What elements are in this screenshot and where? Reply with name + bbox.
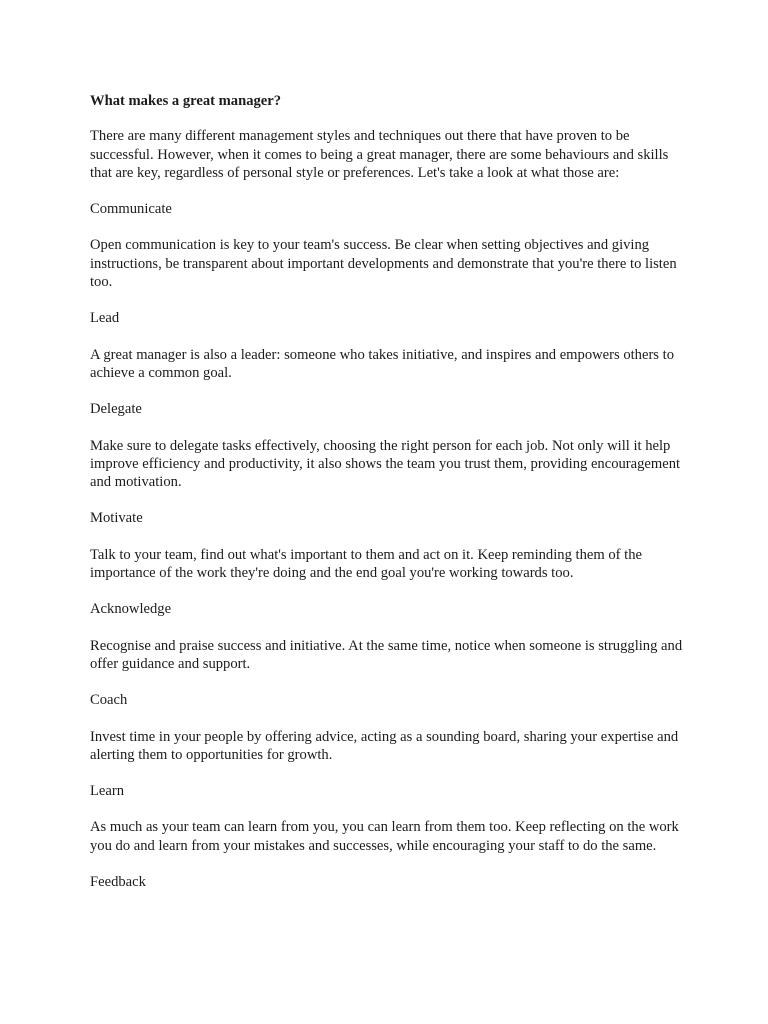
section-body-delegate: Make sure to delegate tasks effectively, choosing the right person for each job. Not only will it help improve efficiency and productivity, it also shows the team you trust them, providing encouragement and motivation. [90, 437, 681, 491]
document-title: What makes a great manager? [90, 93, 282, 109]
section-body-lead: A great manager is also a leader: someone who takes initiative, and inspires and empowers others to achieve a common goal. [90, 346, 674, 381]
section-heading-coach: Coach [90, 692, 128, 709]
section-body-learn: As much as your team can learn from you, you can learn from them too. Keep reflecting on the work you do and learn from your mistakes and successes, while encouraging your staff to do the same. [90, 819, 679, 854]
intro-paragraph: There are many different management styles and techniques out there that have proven to be successful. However, when it comes to being a great manager, there are some behaviours and skills that are key, regardless of personal style or preferences. Let's take a look at what those are: [90, 128, 669, 181]
section-heading-acknowledge: Acknowledge [90, 601, 172, 618]
section-heading-motivate: Motivate [90, 510, 143, 527]
section-heading-lead: Lead [90, 310, 120, 327]
section-heading-communicate: Communicate [90, 201, 172, 218]
section-heading-feedback: Feedback [90, 874, 146, 891]
section-heading-delegate: Delegate [90, 401, 142, 418]
section-body-acknowledge: Recognise and praise success and initiative. At the same time, notice when someone is struggling and offer guidance and support. [90, 637, 683, 672]
section-body-coach: Invest time in your people by offering advice, acting as a sounding board, sharing your expertise and alerting them to opportunities for growth. [90, 728, 679, 763]
section-body-motivate: Talk to your team, find out what's important to them and act on it. Keep reminding them of the importance of the work they're doing and the end goal you're working towards too. [90, 546, 642, 582]
section-heading-learn: Learn [90, 783, 125, 800]
document-page [90, 92, 690, 909]
section-body-communicate: Open communication is key to your team's success. Be clear when setting objectives and giving instructions, be transparent about important developments and demonstrate that you're there to listen too. [90, 237, 677, 291]
